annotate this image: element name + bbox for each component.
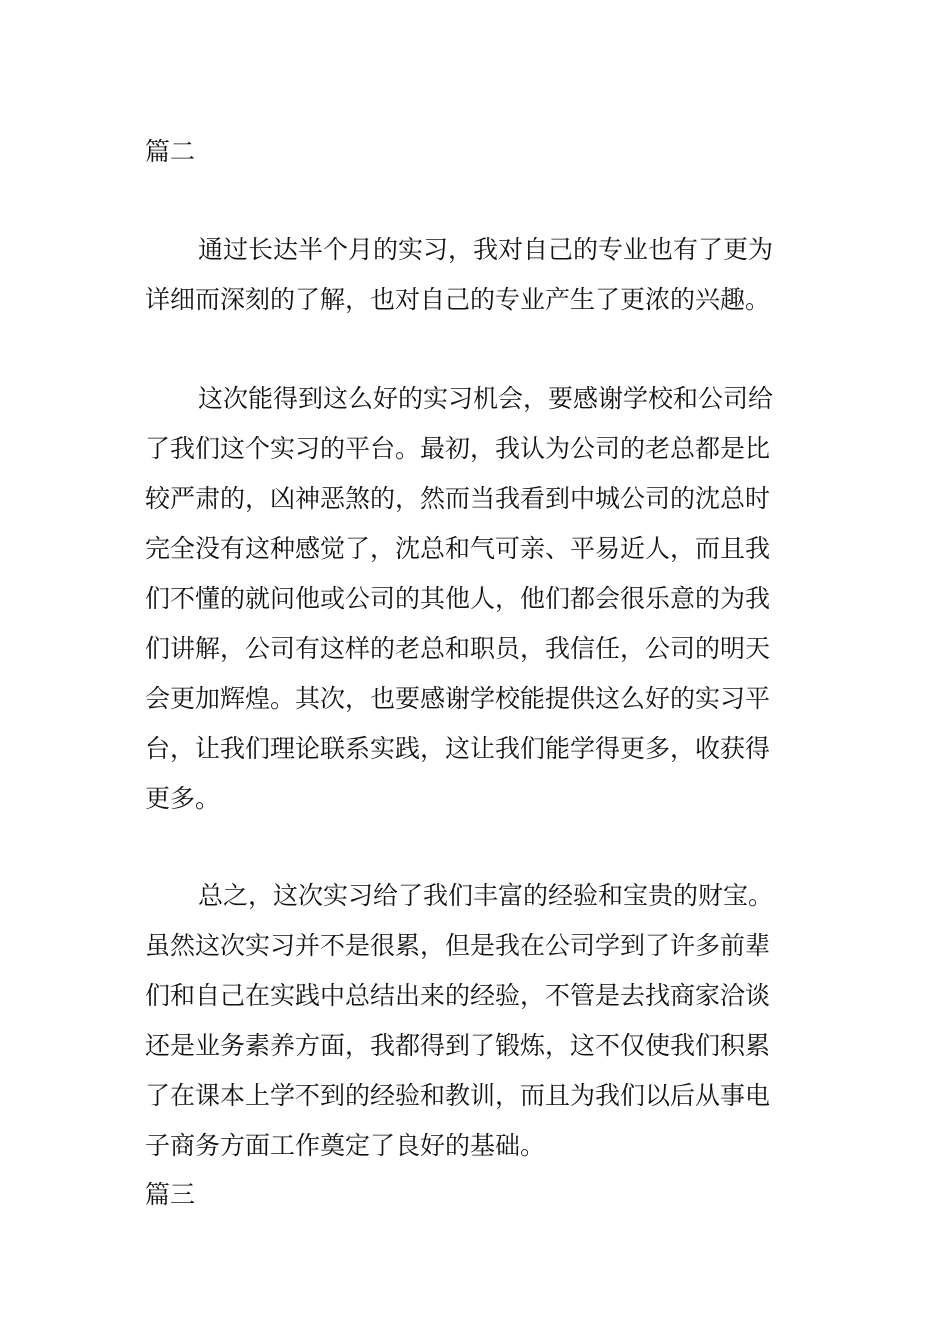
section-heading-2: 篇二: [145, 137, 196, 166]
paragraph-line: 较严肃的，凶神恶煞的，然而当我看到中城公司的沈总时: [145, 484, 771, 513]
paragraph-3: [145, 871, 805, 1171]
paragraph-line: 子商务方面工作奠定了良好的基础。: [145, 1131, 546, 1160]
paragraph-line: 这次能得到这么好的实习机会，要感谢学校和公司给: [198, 384, 774, 413]
paragraph-line: 详细而深刻的了解，也对自己的专业产生了更浓的兴趣。: [145, 285, 771, 314]
paragraph-2: [145, 374, 805, 824]
paragraph-line: 更多。: [145, 784, 221, 813]
paragraph-line: 虽然这次实习并不是很累，但是我在公司学到了许多前辈: [145, 931, 771, 960]
paragraph-line: 了我们这个实习的平台。最初，我认为公司的老总都是比: [145, 434, 771, 463]
paragraph-line: 台，让我们理论联系实践，这让我们能学得更多，收获得: [145, 734, 771, 763]
paragraph-line: 通过长达半个月的实习，我对自己的专业也有了更为: [198, 235, 774, 264]
paragraph-1: [145, 225, 805, 325]
paragraph-line: 总之，这次实习给了我们丰富的经验和宝贵的财宝。: [198, 881, 774, 910]
paragraph-line: 会更加辉煌。其次，也要感谢学校能提供这么好的实习平: [145, 684, 771, 713]
paragraph-line: 们讲解，公司有这样的老总和职员，我信任，公司的明天: [145, 634, 771, 663]
section-heading-3: 篇三: [145, 1180, 196, 1209]
paragraph-line: 完全没有这种感觉了，沈总和气可亲、平易近人，而且我: [145, 534, 771, 563]
paragraph-line: 了在课本上学不到的经验和教训，而且为我们以后从事电: [145, 1081, 771, 1110]
paragraph-line: 们和自己在实践中总结出来的经验，不管是去找商家洽谈: [145, 981, 771, 1010]
paragraph-line: 们不懂的就问他或公司的其他人，他们都会很乐意的为我: [145, 584, 771, 613]
paragraph-line: 还是业务素养方面，我都得到了锻炼，这不仅使我们积累: [145, 1031, 771, 1060]
